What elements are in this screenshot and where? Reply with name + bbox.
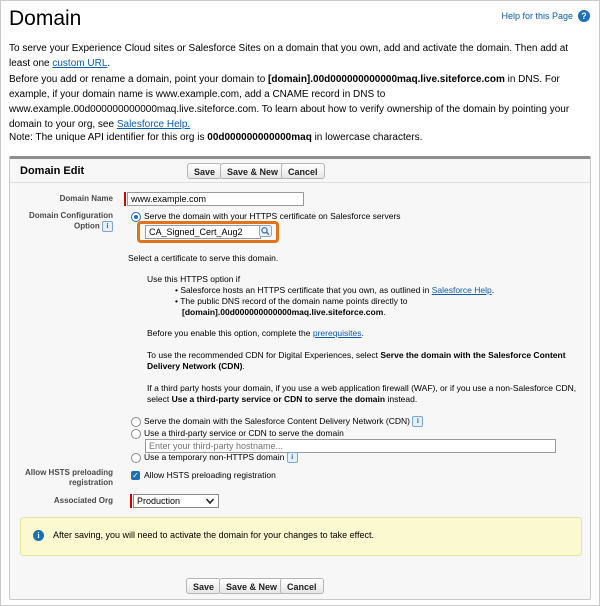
hsts-label-line2: registration [68, 478, 113, 487]
third-end: instead. [385, 394, 418, 404]
cdn-text: To use the recommended CDN for Digital Experiences, select [147, 350, 381, 360]
bullet-2: • The public DNS record of the domain name points directly to [domain].00d000000000000maq.live.siteforce.com. [175, 296, 408, 317]
associated-org-label: Associated Org [53, 496, 113, 505]
bullet-1-text: Salesforce hosts an HTTPS certificate that you own, as outlined in [180, 285, 432, 295]
banner-text: After saving, you will need to activate the domain for your changes to take effect. [53, 530, 375, 540]
use-if-text: Use this HTTPS option if [147, 274, 241, 284]
cdn-recommendation-text [147, 350, 577, 372]
option-third-party-label: Use a third-party service or CDN to serve the domain [144, 428, 344, 438]
required-indicator [130, 494, 132, 508]
option-https-label: Serve the domain with your HTTPS certificate on Salesforce servers [144, 211, 401, 221]
save-button-top[interactable]: Save [187, 163, 222, 179]
bullet-2-text: The public DNS record of the domain name points directly to [180, 296, 408, 306]
select-certificate-text: Select a certificate to serve this domain. [128, 253, 279, 263]
bullet-1: • Salesforce hosts an HTTPS certificate that you own, as outlined in Salesforce Help. [175, 285, 495, 295]
hsts-checkbox-label: Allow HSTS preloading registration [144, 470, 276, 480]
chevron-down-icon [206, 495, 214, 510]
config-label-line2: Option [73, 221, 100, 231]
hsts-label [20, 468, 113, 488]
save-button-bottom[interactable]: Save [186, 578, 221, 594]
org-api-id: 00d000000000000maq [207, 132, 312, 143]
intro-paragraph-2 [9, 72, 587, 132]
salesforce-help-link-2[interactable]: Salesforce Help [431, 285, 492, 295]
lookup-search-icon[interactable] [259, 225, 272, 237]
save-new-button-bottom[interactable]: Save & New [219, 578, 284, 594]
info-banner [20, 517, 582, 556]
info-icon[interactable]: i [102, 221, 113, 232]
prerequisites-link[interactable]: prerequisites [312, 328, 362, 338]
panel-header [10, 159, 590, 183]
certificate-input[interactable] [145, 225, 261, 239]
info-icon[interactable]: i [287, 452, 298, 463]
radio-third-party[interactable] [131, 429, 141, 439]
before-end: . [361, 328, 364, 338]
cancel-button-top[interactable]: Cancel [281, 163, 325, 179]
radio-non-https[interactable] [131, 453, 141, 463]
option-cdn-label: Serve the domain with the Salesforce Content Delivery Network (CDN) [144, 416, 410, 426]
info-icon[interactable]: i [412, 416, 423, 427]
intro-text-end: . [107, 58, 111, 69]
dns-target-domain: [domain].00d000000000000maq.live.siteforce.com [268, 74, 505, 85]
intro-text: To serve your Experience Cloud sites or Salesforce Sites on a domain that you own, add and activate the domain. Then add at least one [9, 43, 569, 69]
info-icon: i [33, 530, 44, 541]
cdn-bold: Serve the domain with the Salesforce Content Delivery Network (CDN) [147, 350, 566, 371]
radio-salesforce-cdn[interactable] [131, 417, 141, 427]
note-text: Note: The unique API identifier for this org is [9, 132, 208, 143]
org-id-note [9, 130, 587, 145]
option-cdn [144, 416, 423, 427]
third-party-hostname-input[interactable] [145, 439, 556, 453]
cdn-end: . [242, 361, 245, 371]
associated-org-select[interactable] [133, 494, 219, 508]
panel-title: Domain Edit [20, 165, 85, 177]
option-non-https-label: Use a temporary non-HTTPS domain [144, 452, 285, 462]
prerequisites-text [147, 328, 364, 339]
intro-text: in DNS. For example, if your domain name is www.example.com, add a CNAME record in DNS to www.example.00d000000000000maq.live.siteforce.com. To learn about how to verify ownership of the domain by pointing your domain to your org, see [9, 74, 570, 130]
bullet-1-end: . [491, 285, 495, 295]
config-option-label [20, 211, 113, 232]
option-non-https [144, 452, 298, 463]
third-party-text [147, 383, 577, 405]
required-indicator [124, 192, 126, 206]
third-text: If a third party hosts your domain, if you use a web application firewall (WAF), or if you use a non-Salesforce CDN, select [147, 383, 577, 404]
associated-org-value: Production [137, 496, 181, 506]
bullet-2-domain: [domain].00d000000000000maq.live.siteforce.com [182, 307, 384, 317]
third-bold: Use a third-party service or CDN to serve the domain [171, 394, 386, 404]
save-new-button-top[interactable]: Save & New [220, 163, 285, 179]
intro-text: Before you add or rename a domain, point your domain to [9, 74, 269, 85]
salesforce-help-link[interactable]: Salesforce Help. [116, 119, 191, 130]
before-text: Before you enable this option, complete the [147, 328, 313, 338]
domain-name-input[interactable] [127, 192, 304, 206]
page-title: Domain [9, 7, 82, 30]
help-link[interactable]: Help for this Page [501, 11, 573, 21]
hsts-label-line1: Allow HSTS preloading [24, 468, 113, 477]
custom-url-link[interactable]: custom URL [52, 58, 108, 69]
config-label-line1: Domain Configuration [29, 211, 113, 220]
note-text: in lowercase characters. [311, 132, 423, 143]
domain-name-label: Domain Name [59, 194, 113, 203]
bullet-2-end: . [383, 307, 386, 317]
cancel-button-bottom[interactable]: Cancel [280, 578, 324, 594]
help-icon[interactable]: ? [578, 10, 590, 22]
intro-paragraph-1 [9, 41, 587, 71]
hsts-checkbox[interactable]: ✓ [132, 471, 139, 480]
